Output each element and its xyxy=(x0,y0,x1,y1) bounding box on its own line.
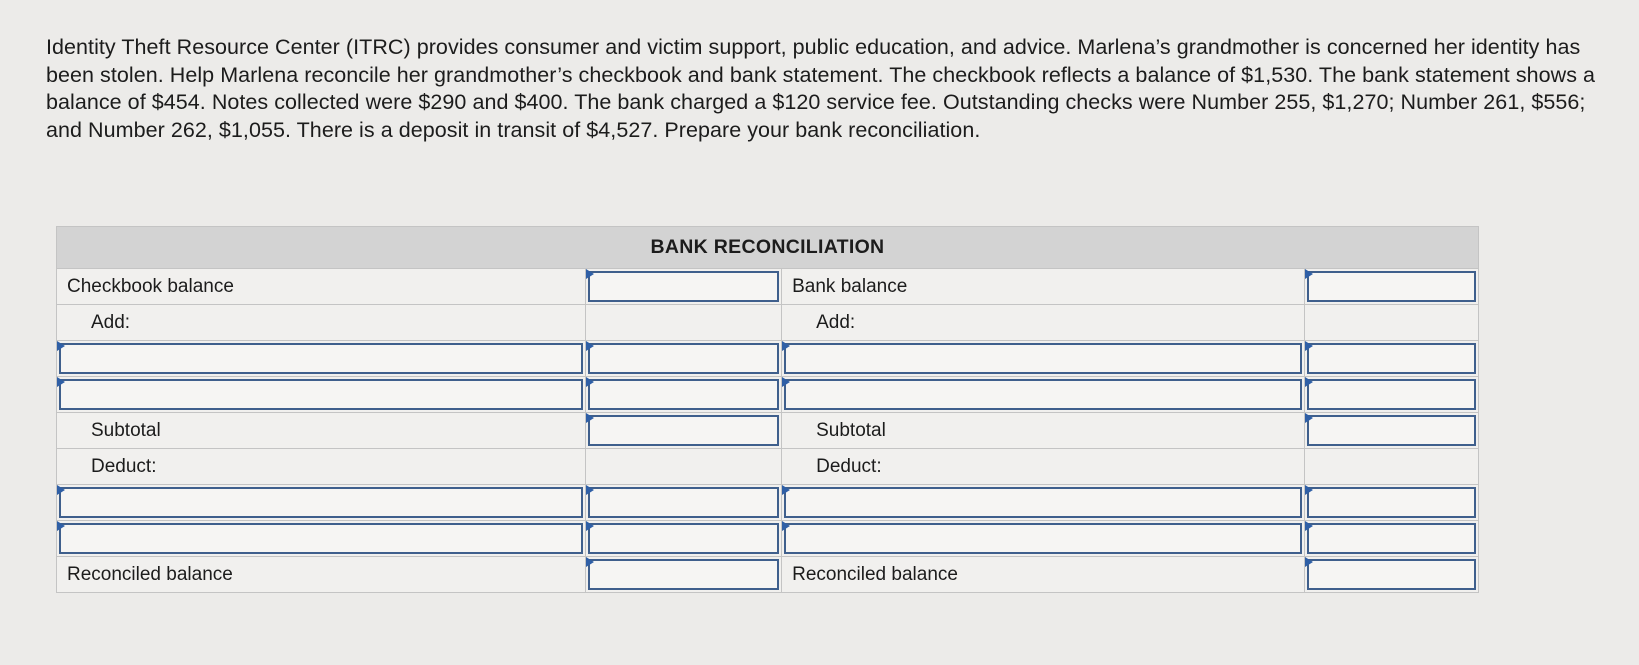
left-deduct-1-desc-cell xyxy=(57,485,586,521)
left-add-empty xyxy=(585,305,781,341)
left-deduct-2-desc-cell xyxy=(57,521,586,557)
left-deduct-empty xyxy=(585,449,781,485)
left-subtotal-cell xyxy=(585,413,781,449)
right-reconciled-cell xyxy=(1304,557,1478,593)
input-marker-icon xyxy=(1305,485,1313,495)
input-marker-icon xyxy=(586,413,594,423)
input-marker-icon xyxy=(782,341,790,351)
right-deduct-1-description-input[interactable] xyxy=(786,489,1300,516)
right-add-2-description-input[interactable] xyxy=(786,381,1300,408)
input-marker-icon xyxy=(1305,557,1313,567)
left-add-2-description-input[interactable] xyxy=(61,381,581,408)
right-add-2-desc-cell xyxy=(782,377,1305,413)
right-add-1-amount-cell xyxy=(1304,341,1478,377)
right-deduct-empty xyxy=(1304,449,1478,485)
right-deduct-2-amount-cell xyxy=(1304,521,1478,557)
right-deduct-2-description-input[interactable] xyxy=(786,525,1300,552)
input-marker-icon xyxy=(1305,377,1313,387)
left-deduct-2-amount-cell xyxy=(585,521,781,557)
input-marker-icon xyxy=(782,521,790,531)
right-deduct-label: Deduct: xyxy=(782,449,1305,485)
input-marker-icon xyxy=(1305,413,1313,423)
bank-balance-cell xyxy=(1304,269,1478,305)
right-deduct-2-amount-input[interactable] xyxy=(1309,525,1474,552)
left-deduct-1-description-input[interactable] xyxy=(61,489,581,516)
right-subtotal-cell xyxy=(1304,413,1478,449)
table-title: BANK RECONCILIATION xyxy=(57,227,1479,269)
input-marker-icon xyxy=(782,485,790,495)
input-marker-icon xyxy=(57,485,65,495)
input-marker-icon xyxy=(586,377,594,387)
right-add-label: Add: xyxy=(782,305,1305,341)
checkbook-balance-input[interactable] xyxy=(590,273,777,300)
left-add-2-amount-cell xyxy=(585,377,781,413)
right-subtotal-input[interactable] xyxy=(1309,417,1474,444)
left-add-label: Add: xyxy=(57,305,586,341)
left-add-1-amount-cell xyxy=(585,341,781,377)
right-add-2-amount-cell xyxy=(1304,377,1478,413)
checkbook-balance-label: Checkbook balance xyxy=(57,269,586,305)
right-deduct-2-desc-cell xyxy=(782,521,1305,557)
left-add-2-desc-cell xyxy=(57,377,586,413)
right-deduct-1-amount-cell xyxy=(1304,485,1478,521)
bank-balance-input[interactable] xyxy=(1309,273,1474,300)
problem-statement: Identity Theft Resource Center (ITRC) provides consumer and victim support, public education, and advice. Marlena’s grandmother is concerned her identity has been stolen. Help Marlena reconcile her grandmother’s checkbook and bank statement. The checkbook reflects a balance of $1,530. The bank statement shows a balance of $454. Notes collected were $290 and $400. The bank charged a $120 service fee. Outstanding checks were Number 255, $1,270; Number 261, $556; and Number 262, $1,055. There is a deposit in transit of $4,527. Prepare your bank reconciliation. xyxy=(46,35,1596,142)
right-add-empty xyxy=(1304,305,1478,341)
left-subtotal-label: Subtotal xyxy=(57,413,586,449)
right-add-1-desc-cell xyxy=(782,341,1305,377)
input-marker-icon xyxy=(586,269,594,279)
input-marker-icon xyxy=(57,377,65,387)
input-marker-icon xyxy=(586,341,594,351)
right-reconciled-input[interactable] xyxy=(1309,561,1474,588)
left-reconciled-input[interactable] xyxy=(590,561,777,588)
right-deduct-1-desc-cell xyxy=(782,485,1305,521)
left-deduct-2-amount-input[interactable] xyxy=(590,525,777,552)
right-subtotal-label: Subtotal xyxy=(782,413,1305,449)
left-deduct-label: Deduct: xyxy=(57,449,586,485)
input-marker-icon xyxy=(1305,341,1313,351)
input-marker-icon xyxy=(782,377,790,387)
left-add-2-amount-input[interactable] xyxy=(590,381,777,408)
left-deduct-1-amount-cell xyxy=(585,485,781,521)
checkbook-balance-cell xyxy=(585,269,781,305)
left-add-1-amount-input[interactable] xyxy=(590,345,777,372)
input-marker-icon xyxy=(1305,521,1313,531)
right-add-1-amount-input[interactable] xyxy=(1309,345,1474,372)
left-reconciled-label: Reconciled balance xyxy=(57,557,586,593)
input-marker-icon xyxy=(57,341,65,351)
bank-balance-label: Bank balance xyxy=(782,269,1305,305)
input-marker-icon xyxy=(586,557,594,567)
left-add-1-desc-cell xyxy=(57,341,586,377)
right-deduct-1-amount-input[interactable] xyxy=(1309,489,1474,516)
input-marker-icon xyxy=(586,521,594,531)
bank-reconciliation-table xyxy=(56,226,1479,593)
input-marker-icon xyxy=(586,485,594,495)
left-deduct-2-description-input[interactable] xyxy=(61,525,581,552)
left-deduct-1-amount-input[interactable] xyxy=(590,489,777,516)
left-subtotal-input[interactable] xyxy=(590,417,777,444)
input-marker-icon xyxy=(57,521,65,531)
input-marker-icon xyxy=(1305,269,1313,279)
right-add-2-amount-input[interactable] xyxy=(1309,381,1474,408)
right-add-1-description-input[interactable] xyxy=(786,345,1300,372)
left-add-1-description-input[interactable] xyxy=(61,345,581,372)
right-reconciled-label: Reconciled balance xyxy=(782,557,1305,593)
left-reconciled-cell xyxy=(585,557,781,593)
